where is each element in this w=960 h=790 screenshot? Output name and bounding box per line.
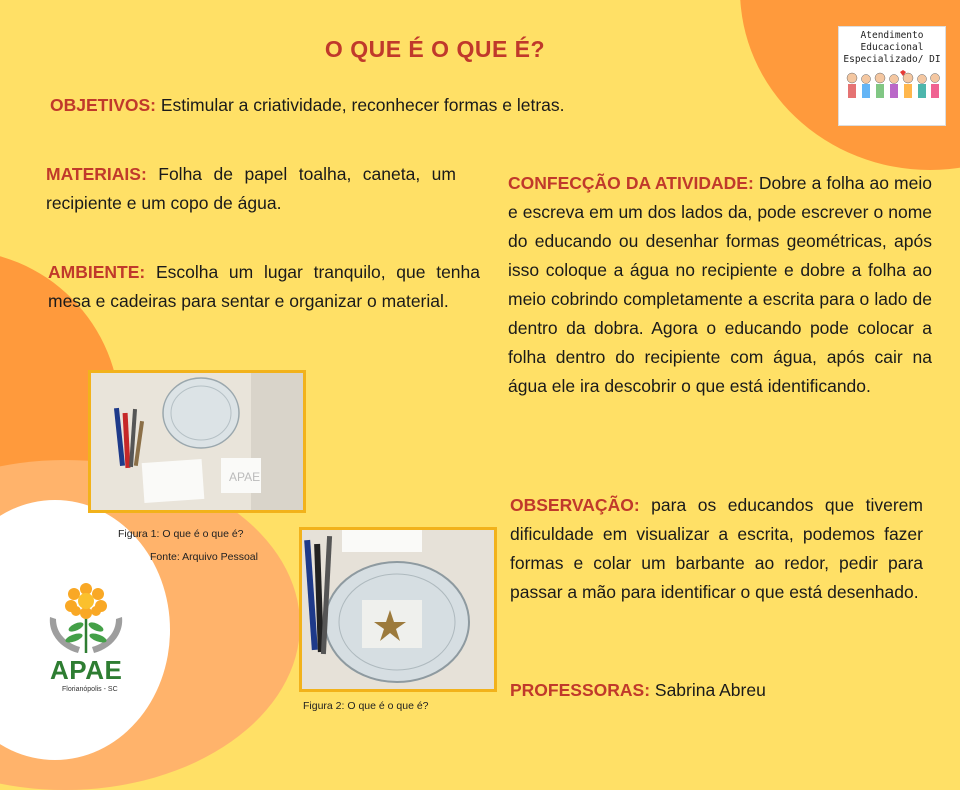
observacao-label: OBSERVAÇÃO:	[510, 495, 640, 515]
figure-1-source: Fonte: Arquivo Pessoal	[150, 551, 258, 563]
observacao-text: para os educandos que tiverem dificuldade em visualizar a escrita, podemos fazer formas e colar um barbante ao redor, pedir para passar a mão para identificar o que está desenhado.	[510, 495, 923, 602]
objetivos-label: OBJETIVOS:	[50, 95, 156, 115]
figure-2-photo	[299, 527, 497, 692]
photo-pens-and-bowl	[91, 373, 303, 510]
professoras-label: PROFESSORAS:	[510, 680, 651, 700]
figure-2-caption: Figura 2: O que é o que é?	[303, 700, 429, 712]
children-illustration	[842, 70, 942, 106]
photo-bowl-with-star	[302, 530, 494, 689]
confeccao-text: Dobre a folha ao meio e escreva em um dos lados da, pode escrever o nome do educando ou desenhar formas geométricas, após isso coloque a água no recipiente e dobre a folha ao meio cobrindo completamente a escrita para o lado de dentro da dobra. Agora o educando pode colocar a folha dentro do recipiente com água, após cair na água ele ira descobrir o que está identificando.	[508, 173, 932, 396]
ambiente-section	[48, 258, 480, 316]
materiais-section	[46, 160, 456, 218]
materiais-text: Folha de papel toalha, caneta, um recipiente e um copo de água.	[46, 164, 456, 213]
badge-line-3: Especializado/ DI	[843, 54, 941, 65]
materiais-label: MATERIAIS:	[46, 164, 147, 184]
ambiente-text: Escolha um lugar tranquilo, que tenha mesa e cadeiras para sentar e organizar o material.	[48, 262, 480, 311]
badge-line-2: Educacional	[860, 42, 924, 53]
objetivos-text: Estimular a criatividade, reconhecer formas e letras.	[156, 95, 565, 115]
svg-text:APAE: APAE	[229, 470, 261, 484]
aee-badge	[838, 26, 946, 126]
apae-logo-city: Florianópolis - SC	[62, 686, 118, 693]
observacao-section	[510, 491, 923, 607]
figure-1-caption: Figura 1: O que é o que é?	[118, 528, 244, 540]
confeccao-section	[508, 169, 932, 401]
professoras-text: Sabrina Abreu	[650, 680, 766, 700]
objetivos-section	[50, 95, 750, 116]
confeccao-label: CONFECÇÃO DA ATIVIDADE:	[508, 173, 754, 193]
badge-line-1: Atendimento	[860, 30, 924, 41]
figure-1-photo	[88, 370, 306, 513]
professoras-section	[510, 680, 766, 701]
ambiente-label: AMBIENTE:	[48, 262, 146, 282]
apae-logo-text: APAE	[50, 655, 123, 685]
page-title: O QUE É O QUE É?	[324, 36, 546, 62]
